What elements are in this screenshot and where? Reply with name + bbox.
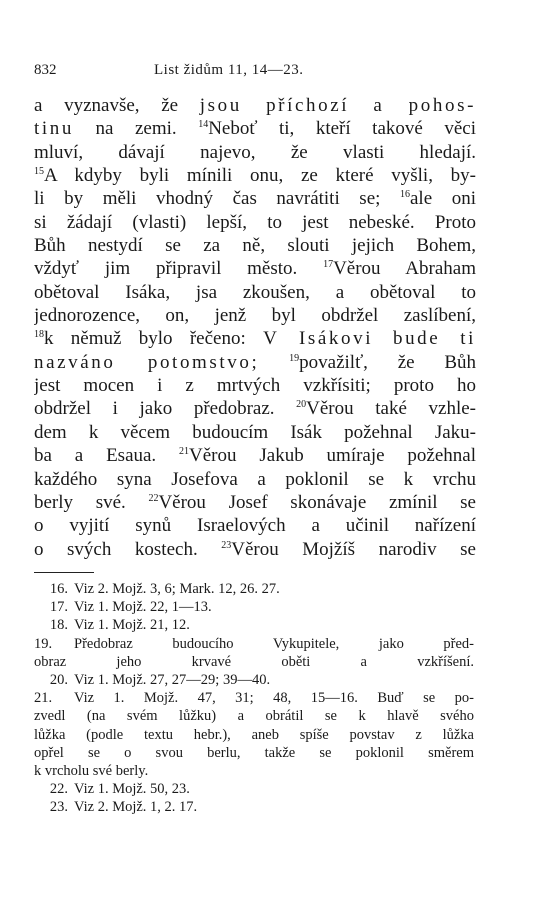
- footnote-number: 16.: [49, 581, 68, 597]
- text-line: [34, 94, 476, 117]
- spaced-quotation: jsou příchozí a pohos-: [199, 95, 476, 116]
- text-run: vždyť jim připravil město.: [34, 258, 324, 280]
- text-line: [34, 491, 476, 514]
- text-run: Věrou také vzhle-: [306, 398, 476, 420]
- text-line: [34, 538, 476, 561]
- text-line: [34, 444, 476, 467]
- verse-number: 16: [399, 189, 410, 201]
- footnote-divider: [34, 572, 94, 573]
- text-run: si žádají (vlasti) lepší, to jest nebeské. Proto: [34, 211, 476, 233]
- text-run: jednorozence, on, jenž byl obdržel zaslíbení,: [34, 305, 476, 327]
- text-line: [34, 234, 476, 257]
- text-run: berly své.: [34, 491, 149, 513]
- text-run: Věrou Mojžíš narodiv se: [231, 538, 476, 560]
- text-run: Věrou Josef skonávaje zmínil se: [158, 491, 476, 513]
- text-run: jest mocen i z mrtvých vzkřísiti; proto ho: [34, 375, 476, 397]
- text-run: obdržel i jako předobraz.: [34, 398, 297, 420]
- verse-number: 19: [289, 352, 300, 364]
- text-run: považilť, že Bůh: [299, 351, 476, 373]
- footnote-text: Viz 1. Mojž. 21, 12.: [74, 617, 190, 634]
- footnote-number: 23.: [49, 799, 68, 816]
- text-run: ale oni: [409, 188, 476, 210]
- text-line: [34, 141, 476, 164]
- verse-number: 22: [148, 492, 159, 504]
- text-run: Věrou Abraham: [333, 258, 476, 280]
- text-line: [34, 397, 476, 420]
- text-run: Neboť ti, kteří takové věci: [208, 118, 476, 140]
- footnote-text: Viz 2. Mojž. 3, 6; Mark. 12, 26. 27.: [74, 581, 280, 597]
- footnote: [34, 635, 474, 653]
- verse-number: 23: [221, 539, 232, 551]
- text-run: obětoval Isáka, jsa zkoušen, a obětoval to: [34, 281, 476, 303]
- footnote-continuation: obraz jeho krvavé oběti a vzkříšení.: [34, 653, 474, 670]
- text-line: [34, 281, 476, 304]
- text-line: [34, 164, 476, 187]
- text-line: [34, 211, 476, 234]
- footnote: [34, 598, 474, 616]
- footnote: [34, 616, 474, 634]
- text-run: ba a Esaua.: [34, 445, 180, 467]
- text-run: Věrou Jakub umíraje požehnal: [189, 445, 476, 467]
- footnote: [34, 671, 474, 689]
- footnote-number: 17.: [49, 599, 68, 616]
- footnote-continuation: k vrcholu své berly.: [34, 762, 149, 779]
- footnote-number: 20.: [49, 671, 68, 688]
- text-run: Bůh nestydí se za ně, slouti jejich Bohem,: [34, 235, 476, 257]
- text-line: [34, 374, 476, 397]
- text-run: A kdyby byli mínili onu, ze které vyšli, by-: [44, 165, 476, 187]
- footnote-text: Viz 1. Mojž. 27, 27—29; 39—40.: [74, 671, 271, 688]
- text-line: [34, 327, 476, 350]
- text-line: [34, 514, 476, 537]
- running-title: List židům 11, 14—23.: [154, 62, 304, 78]
- verse-number: 21: [179, 446, 190, 458]
- footnote-number: 18.: [49, 617, 68, 634]
- spaced-quotation: tinu: [34, 118, 74, 140]
- text-line: [34, 257, 476, 280]
- text-run: mluví, dávají najevo, že vlasti hledají.: [34, 141, 476, 163]
- text-run: a vyznavše, že: [34, 95, 200, 116]
- footnote-text: Viz 1. Mojž. 22, 1—13.: [74, 599, 212, 616]
- text-line: [34, 421, 476, 444]
- text-run: každého syna Josefova a poklonil se k vrchu: [34, 468, 476, 490]
- text-run: na zemi.: [73, 118, 199, 140]
- text-run: o vyjití synů Israelových a učinil nařízení: [34, 515, 476, 537]
- footnote-number: 19.: [34, 635, 53, 652]
- text-run: o svých kostech.: [34, 538, 222, 560]
- text-run: [259, 352, 289, 373]
- text-line: [34, 187, 476, 210]
- footnote-number: 21.: [34, 690, 53, 707]
- main-text: [34, 94, 476, 561]
- text-line: [34, 351, 476, 374]
- text-run: li by měli vhodný čas navrátiti se;: [34, 188, 400, 210]
- verse-number: 18: [34, 329, 44, 341]
- footnote-continuation: lůžka (podle textu hebr.), aneb spíše povstav z lůžka: [34, 726, 474, 743]
- spaced-quotation: nazváno potomstvo;: [34, 351, 260, 373]
- footnote-text: Viz 2. Mojž. 1, 2. 17.: [74, 799, 198, 816]
- spaced-quotation: V Isákovi bude ti: [263, 328, 476, 350]
- page-header: [34, 62, 514, 82]
- text-line: [34, 468, 476, 491]
- footnote: [34, 798, 474, 816]
- text-run: k němuž bylo řečeno:: [44, 328, 264, 350]
- footnote-number: 22.: [49, 781, 68, 798]
- footnote-text: Viz 1. Mojž. 47, 31; 48, 15—16. Buď se po-: [74, 690, 474, 707]
- footnote-continuation: zvedl (na svém lůžku) a obrátil se k hlavě svého: [34, 708, 474, 725]
- footnotes: [34, 580, 474, 816]
- page-number: 832: [34, 62, 57, 78]
- text-run: dem k věcem budoucím Isák požehnal Jaku-: [34, 421, 476, 443]
- footnote-text: Předobraz budoucího Vykupitele, jako před-: [74, 635, 474, 652]
- footnote: [34, 580, 474, 598]
- verse-number: 14: [198, 119, 209, 131]
- footnote-text: Viz 1. Mojž. 50, 23.: [74, 781, 190, 798]
- text-line: [34, 304, 476, 327]
- footnote-continuation: opřel se o svou berlu, takže se poklonil směrem: [34, 744, 474, 761]
- verse-number: 15: [34, 166, 44, 178]
- text-line: [34, 117, 476, 140]
- verse-number: 20: [296, 399, 307, 411]
- footnote: [34, 780, 474, 798]
- footnote: [34, 689, 474, 707]
- verse-number: 17: [323, 259, 334, 271]
